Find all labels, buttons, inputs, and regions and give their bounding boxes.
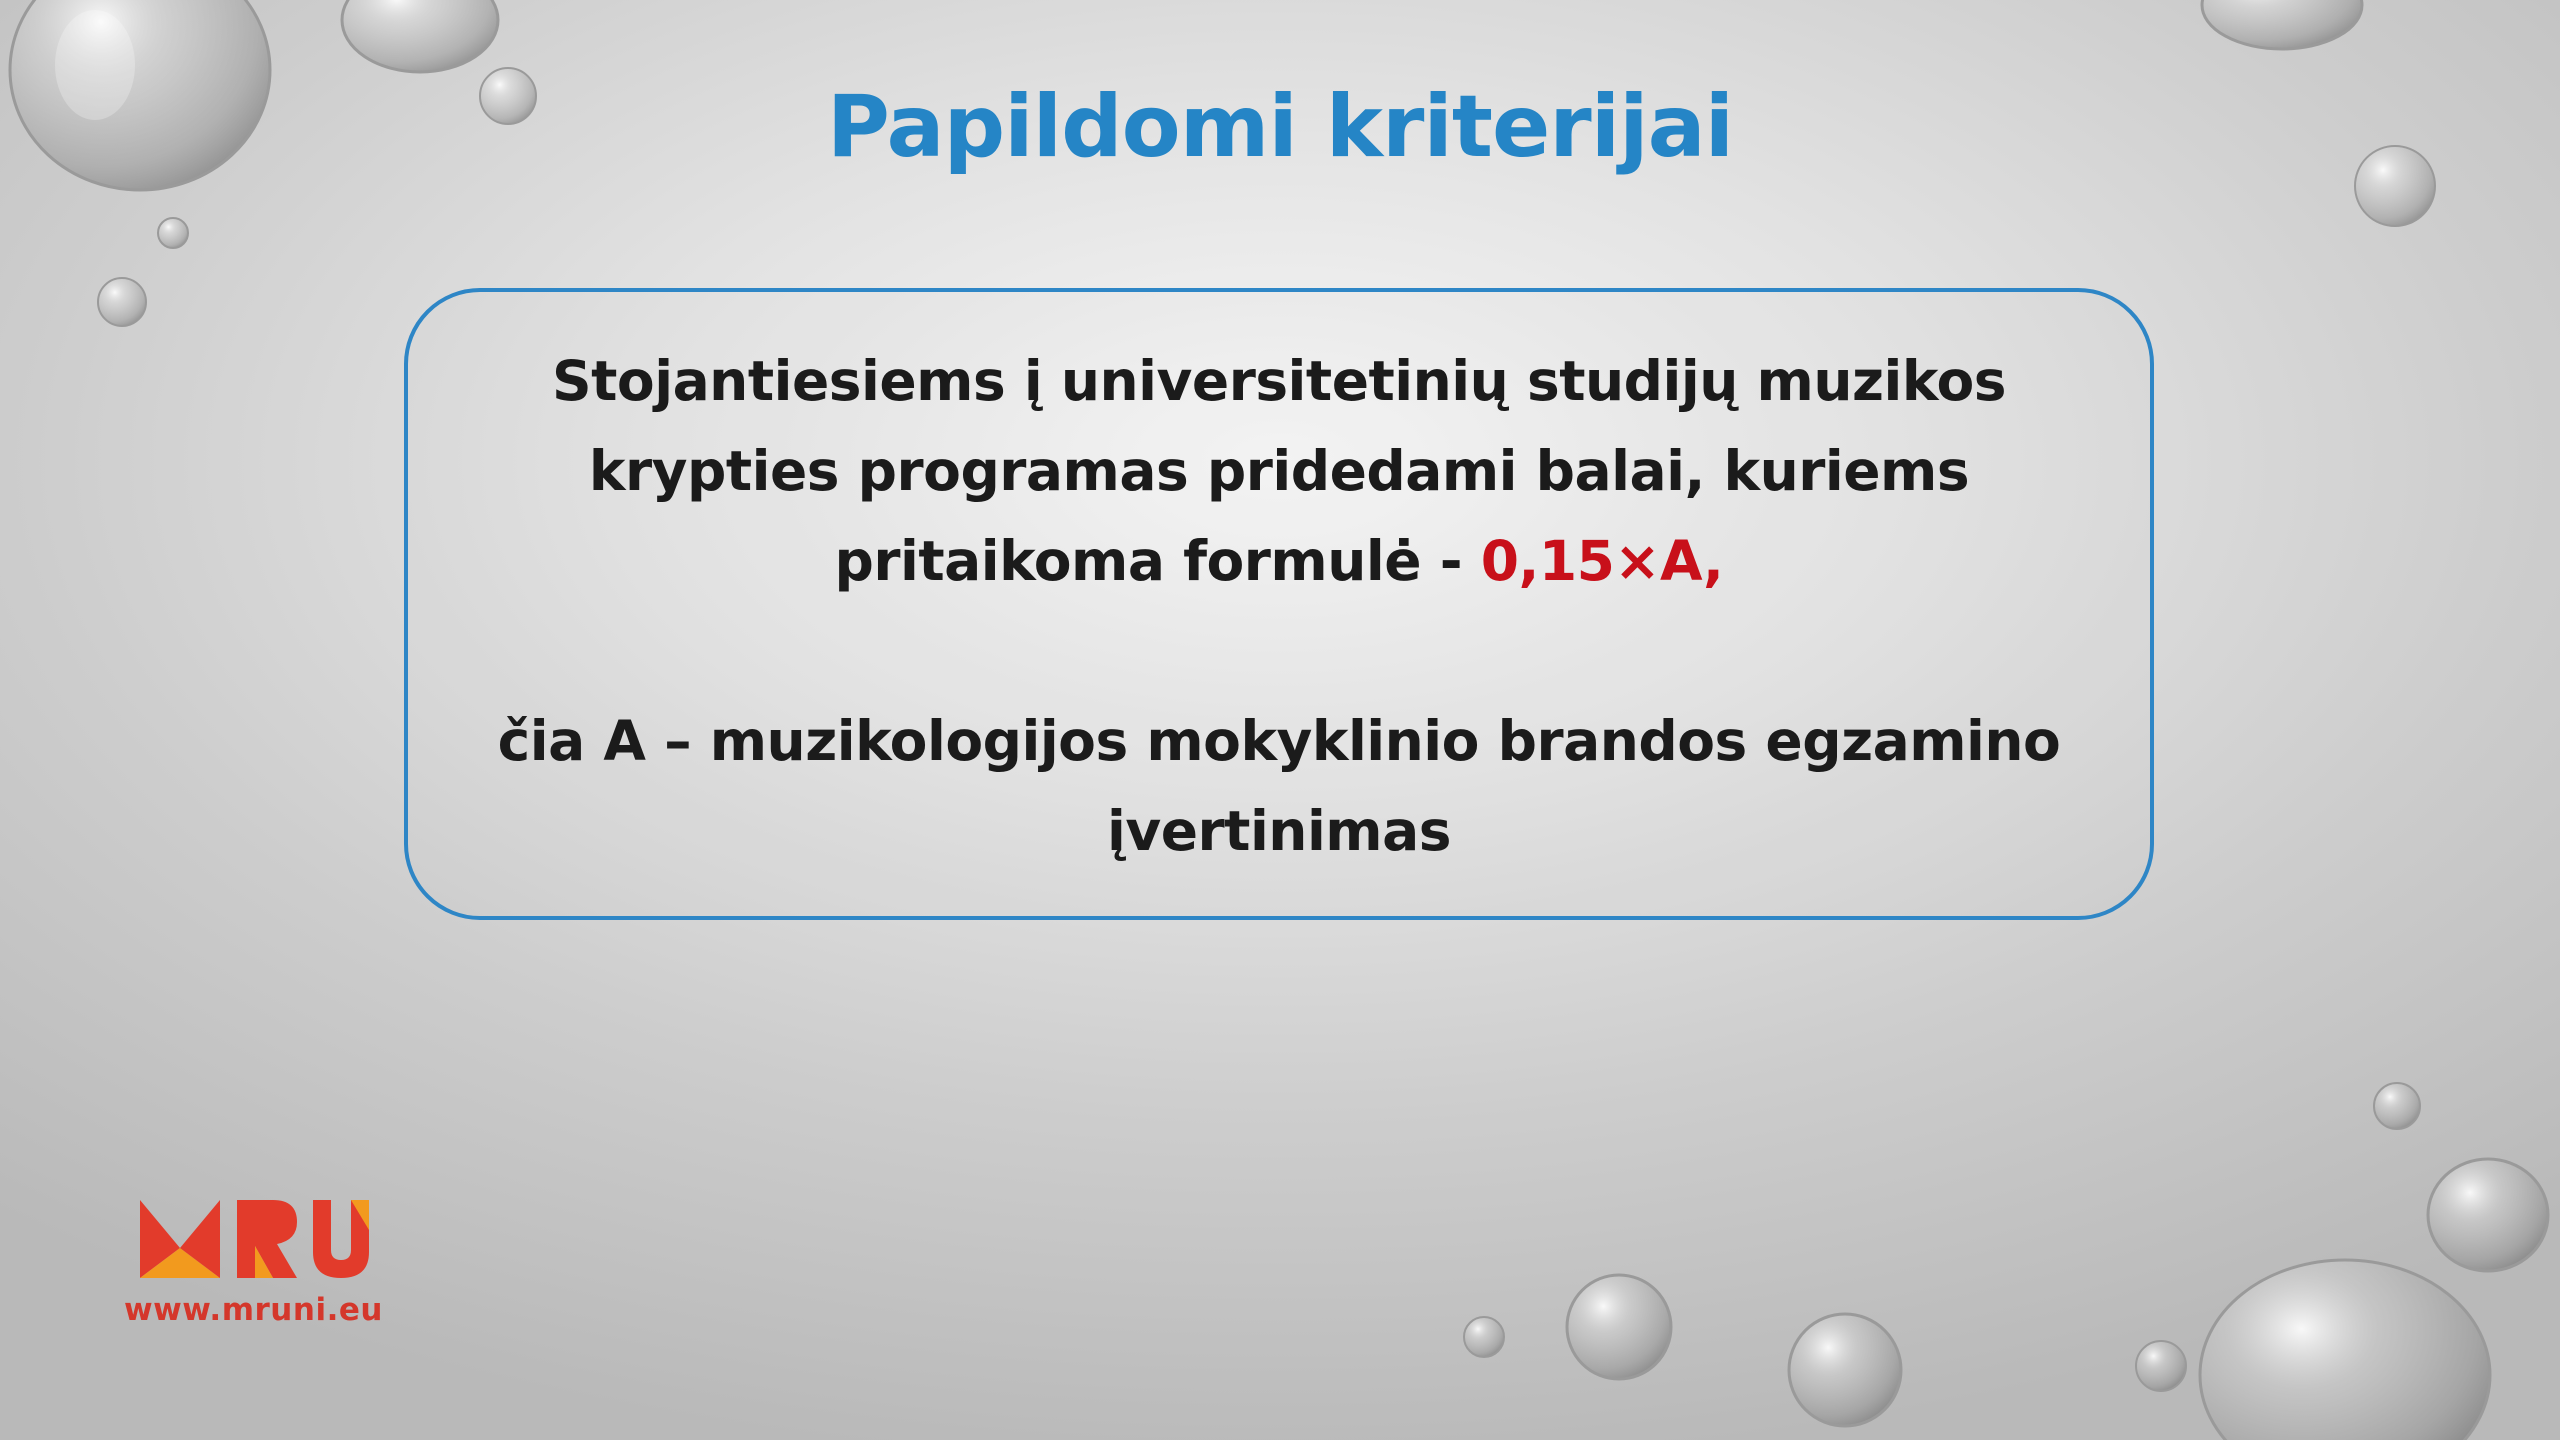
- slide-title: [0, 62, 2560, 192]
- explanation-line: įvertinimas: [1107, 799, 1451, 863]
- body-line-with-formula: [428, 516, 2130, 606]
- formula-text: 0,15×A,: [1480, 529, 1724, 593]
- body-line: krypties programas pridedami balai, kuriems: [588, 439, 1970, 503]
- explanation-line: čia A – muzikologijos mokyklinio brandos egzamino: [497, 709, 2061, 773]
- body-line-prefix: pritaikoma formulė -: [834, 529, 1481, 593]
- slide-title-text: Papildomi kriterijai: [826, 77, 1734, 177]
- website-link[interactable]: www.mruni.eu: [124, 1292, 383, 1328]
- info-frame-text: [428, 336, 2130, 876]
- info-frame: [404, 288, 2154, 920]
- paragraph-spacer: [428, 606, 2130, 696]
- body-line: Stojantiesiems į universitetinių studijų muzikos: [552, 349, 2006, 413]
